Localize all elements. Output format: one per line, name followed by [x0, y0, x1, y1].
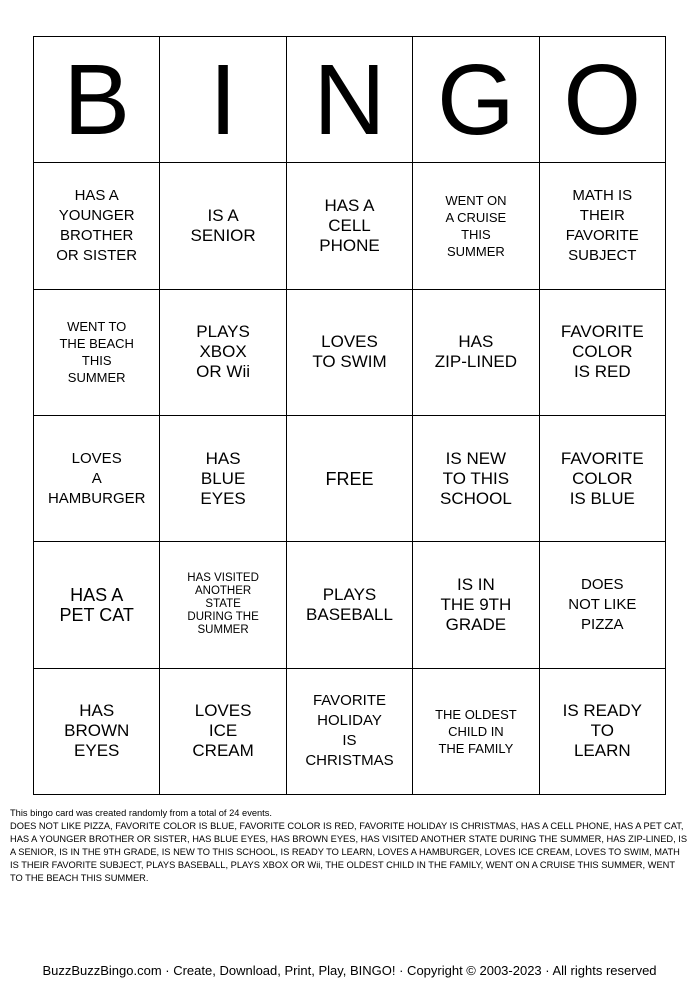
note-events-list: DOES NOT LIKE PIZZA, FAVORITE COLOR IS BLUE, FAVORITE COLOR IS RED, FAVORITE HOLIDAY IS CHRISTMAS, HAS A CELL PHONE, HAS A PET CAT, HAS A YOUNGER BROTHER OR SISTER, HAS BLUE EYES, HAS BROWN EYES, HAS VISITED ANOTHER STATE DURING THE SUMMER, HAS ZIP-LINED, IS A SENIOR, IS IN THE 9TH GRADE, IS NEW TO THIS SCHOOL, IS READY TO LEARN, LOVES A HAMBURGER, LOVES ICE CREAM, LOVES TO SWIM, MATH IS THEIR FAVORITE SUBJECT, PLAYS BASEBALL, PLAYS XBOX OR Wii, THE OLDEST CHILD IN THE FAMILY, WENT ON A CRUISE THIS SUMMER, WENT TO THE BEACH THIS SUMMER.: [10, 821, 688, 883]
bingo-square: [287, 669, 413, 795]
free-square: [287, 416, 413, 542]
bingo-square: [160, 669, 286, 795]
bingo-square: [413, 290, 539, 416]
footer-copyright: BuzzBuzzBingo.com · Create, Download, Print, Play, BINGO! · Copyright © 2003-2023 · All rights reserved: [42, 963, 657, 978]
bingo-square: [160, 290, 286, 416]
bingo-square: [160, 163, 286, 289]
square-text: IS NEW TO THIS SCHOOL: [439, 448, 512, 508]
square-text: HAS BLUE EYES: [200, 448, 246, 508]
bingo-square: [287, 163, 413, 289]
square-text: HAS A YOUNGER BROTHER OR SISTER: [56, 186, 138, 264]
square-text: LOVES ICE CREAM: [192, 701, 254, 761]
header-cell-o: [540, 37, 666, 163]
bingo-square: [540, 290, 666, 416]
square-text: IS IN THE 9TH GRADE: [440, 574, 512, 634]
bingo-square: [540, 163, 666, 289]
bingo-square: [413, 542, 539, 668]
header-cell-n: [287, 37, 413, 163]
header-letter: G: [436, 43, 515, 156]
header-cell-b: [34, 37, 160, 163]
bingo-square: [34, 669, 160, 795]
header-letter: O: [563, 43, 642, 156]
square-text: THE OLDEST CHILD IN THE FAMILY: [435, 706, 517, 756]
bingo-square: [413, 416, 539, 542]
bingo-square: [540, 416, 666, 542]
square-text: FAVORITE HOLIDAY IS CHRISTMAS: [305, 692, 394, 770]
bingo-square: [413, 163, 539, 289]
square-text: WENT ON A CRUISE THIS SUMMER: [445, 192, 507, 259]
square-text: HAS BROWN EYES: [64, 701, 130, 761]
bingo-square: [34, 542, 160, 668]
square-text: HAS VISITED ANOTHER STATE DURING THE SUMMER: [187, 572, 259, 637]
bingo-square: [540, 669, 666, 795]
square-text: FAVORITE COLOR IS RED: [560, 322, 644, 382]
header-cell-g: [413, 37, 539, 163]
bingo-square: [160, 542, 286, 668]
header-letter: N: [313, 43, 386, 156]
bingo-square: [34, 163, 160, 289]
bingo-square: [287, 542, 413, 668]
square-text: FAVORITE COLOR IS BLUE: [560, 448, 644, 508]
square-text: PLAYS XBOX OR Wii: [196, 322, 250, 382]
square-text: MATH IS THEIR FAVORITE SUBJECT: [565, 186, 639, 264]
bingo-card: [33, 36, 666, 795]
bingo-square: [160, 416, 286, 542]
square-text: HAS A CELL PHONE: [319, 195, 380, 255]
note-intro: This bingo card was created randomly from a total of 24 events.: [10, 808, 272, 818]
square-text: DOES NOT LIKE PIZZA: [568, 575, 637, 633]
square-text: WENT TO THE BEACH THIS SUMMER: [59, 319, 134, 386]
square-text: FREE: [325, 468, 374, 489]
square-text: LOVES A HAMBURGER: [47, 449, 146, 507]
square-text: HAS A PET CAT: [59, 584, 134, 625]
bingo-square: [34, 416, 160, 542]
header-letter: B: [63, 43, 131, 156]
square-text: IS A SENIOR: [190, 205, 256, 245]
bingo-square: [540, 542, 666, 668]
square-text: PLAYS BASEBALL: [306, 584, 393, 624]
square-text: IS READY TO LEARN: [562, 701, 642, 761]
square-text: HAS ZIP-LINED: [434, 332, 517, 372]
header-letter: I: [209, 43, 237, 156]
bingo-square: [34, 290, 160, 416]
bingo-square: [287, 290, 413, 416]
bingo-square: [413, 669, 539, 795]
events-note: [10, 807, 690, 885]
header-cell-i: [160, 37, 286, 163]
square-text: LOVES TO SWIM: [312, 332, 387, 372]
